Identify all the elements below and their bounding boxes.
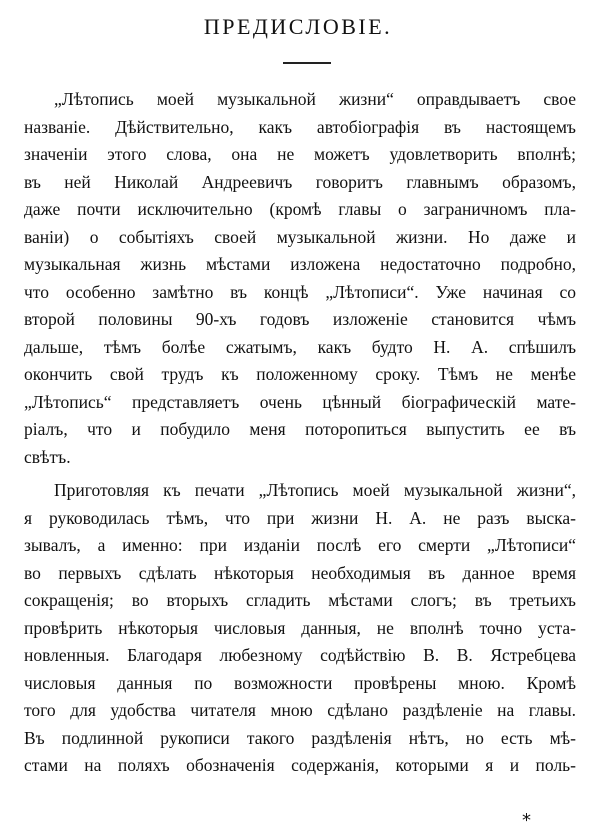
text-line: дальше, тѣмъ болѣе сжатымъ, какъ будто Н. А. спѣшилъ [24,336,576,357]
footnote-asterisk: * [522,810,531,831]
text-line: числовыя данныя по возможности провѣрены мною. Кромѣ [24,672,576,693]
paragraph-1 [24,86,576,471]
page-title: ПРЕДИСЛОВІЕ. [203,14,393,39]
text-line: стами на поляхъ обозначенія содержанія, которыми я и поль- [24,755,576,775]
text-line: названіе. Дѣйствительно, какъ автобіографія въ настоящемъ [24,116,576,137]
text-line: во первыхъ сдѣлать нѣкоторыя необходимыя въ данное время [24,562,576,583]
text-line: музыкальная жизнь мѣстами изложена недостаточно подробно, [24,254,576,274]
text-line: ваніи) о событіяхъ своей музыкальной жизни. Но даже и [24,226,576,247]
text-line: второй половины 90-хъ годовъ изложеніе становится чѣмъ [24,309,576,329]
text-line: я руководилась тѣмъ, что при жизни Н. А. не разъ выска- [24,507,576,528]
text-line: Приготовляя къ печати „Лѣтопись моей музыкальной жизни“, [54,480,576,500]
text-line: въ ней Николай Андреевичъ говоритъ главнымъ образомъ, [24,171,576,192]
title-rule [283,62,331,64]
text-line: даже почти исключительно (кромѣ главы о заграничномъ пла- [24,199,576,219]
text-line: значеніи этого слова, она не можетъ удовлетворить вполнѣ; [24,144,576,164]
paragraph-2 [24,477,576,780]
text-line: новленныя. Благодаря любезному содѣйствію В. В. Ястребцева [24,645,576,665]
text-line: „Лѣтопись“ представляетъ очень цѣнный біографическій мате- [24,391,576,412]
text-line: ріалъ, что и побудило меня поторопиться выпустить ее въ [24,419,576,439]
text-line: свѣтъ. [24,446,71,467]
text-line: „Лѣтопись моей музыкальной жизни“ оправдываетъ свое [54,89,576,109]
text-line: что особенно замѣтно въ концѣ „Лѣтописи“. Уже начиная со [24,281,576,302]
text-line: того для удобства читателя мною сдѣлано раздѣленіе на главы. [24,700,576,720]
text-line: сокращенія; во вторыхъ сгладить мѣстами слогъ; въ третьихъ [24,590,576,610]
text-line: зывалъ, а именно: при изданіи послѣ его смерти „Лѣтописи“ [24,535,576,555]
text-line: провѣрить нѣкоторыя числовыя данныя, не вполнѣ точно уста- [24,617,576,638]
text-line: Въ подлинной рукописи такого раздѣленія нѣтъ, но есть мѣ- [24,727,576,748]
text-line: окончить свой трудъ къ положенному сроку. Тѣмъ не менѣе [24,364,576,384]
body-text [24,86,576,780]
